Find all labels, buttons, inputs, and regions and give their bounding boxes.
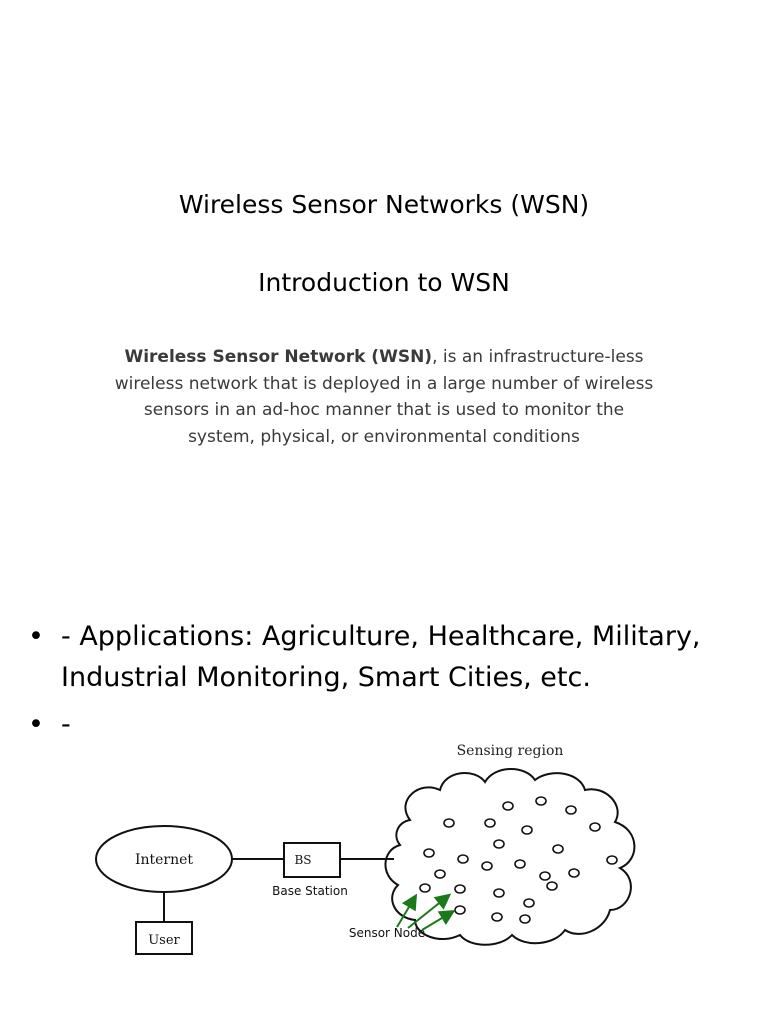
sensor-node-label: Sensor Node (348, 926, 426, 940)
sensor-node (494, 840, 504, 848)
internet-label: Internet (134, 852, 194, 868)
sensor-node (455, 906, 465, 914)
sensor-node (547, 882, 557, 890)
sensor-node (485, 819, 495, 827)
arrow (397, 897, 415, 927)
sensor-node-arrows (397, 896, 452, 930)
sensor-node (482, 862, 492, 870)
sensor-node (536, 797, 546, 805)
bullet-text: - (61, 709, 71, 740)
arrow (422, 912, 452, 930)
sensor-node (444, 819, 454, 827)
sensor-node (458, 855, 468, 863)
sensor-node (524, 899, 534, 907)
sensor-node (520, 915, 530, 923)
bullet-text: - Applications: Agriculture, Healthcare, Military, Industrial Monitoring, Smart Cities, etc. (61, 621, 701, 693)
sensor-node (569, 869, 579, 877)
sensor-node (515, 860, 525, 868)
intro-text: , is an infrastructure-less wireless network that is deployed in a large number of wireless sensors in an ad-hoc manner that is used to monitor the system, physical, or environmental conditions (114, 347, 654, 447)
sensor-node (553, 845, 563, 853)
sensor-node (566, 806, 576, 814)
sensing-region-cloud (385, 769, 634, 945)
sensor-node (540, 872, 550, 880)
bullet-marker: • (28, 709, 44, 740)
slide-title: Wireless Sensor Networks (WSN) (178, 190, 590, 219)
sensor-node (435, 870, 445, 878)
arrow (408, 896, 448, 928)
bs-label: BS (294, 853, 312, 867)
sensor-node (522, 826, 532, 834)
base-station-label: Base Station (272, 884, 348, 898)
intro-bold-term: Wireless Sensor Network (WSN) (124, 347, 433, 367)
sensor-node (492, 913, 502, 921)
sensor-node (424, 849, 434, 857)
sensor-node (494, 889, 504, 897)
sensor-node (455, 885, 465, 893)
base-station-box (284, 843, 340, 877)
sensor-node (590, 823, 600, 831)
sensor-node (607, 856, 617, 864)
slide-subtitle: Introduction to WSN (258, 268, 510, 297)
bullet-marker: • (28, 621, 44, 652)
sensor-node (503, 802, 513, 810)
sensor-nodes (420, 797, 617, 923)
user-label: User (148, 933, 180, 948)
sensor-node (420, 884, 430, 892)
sensing-region-label: Sensing region (456, 743, 564, 759)
